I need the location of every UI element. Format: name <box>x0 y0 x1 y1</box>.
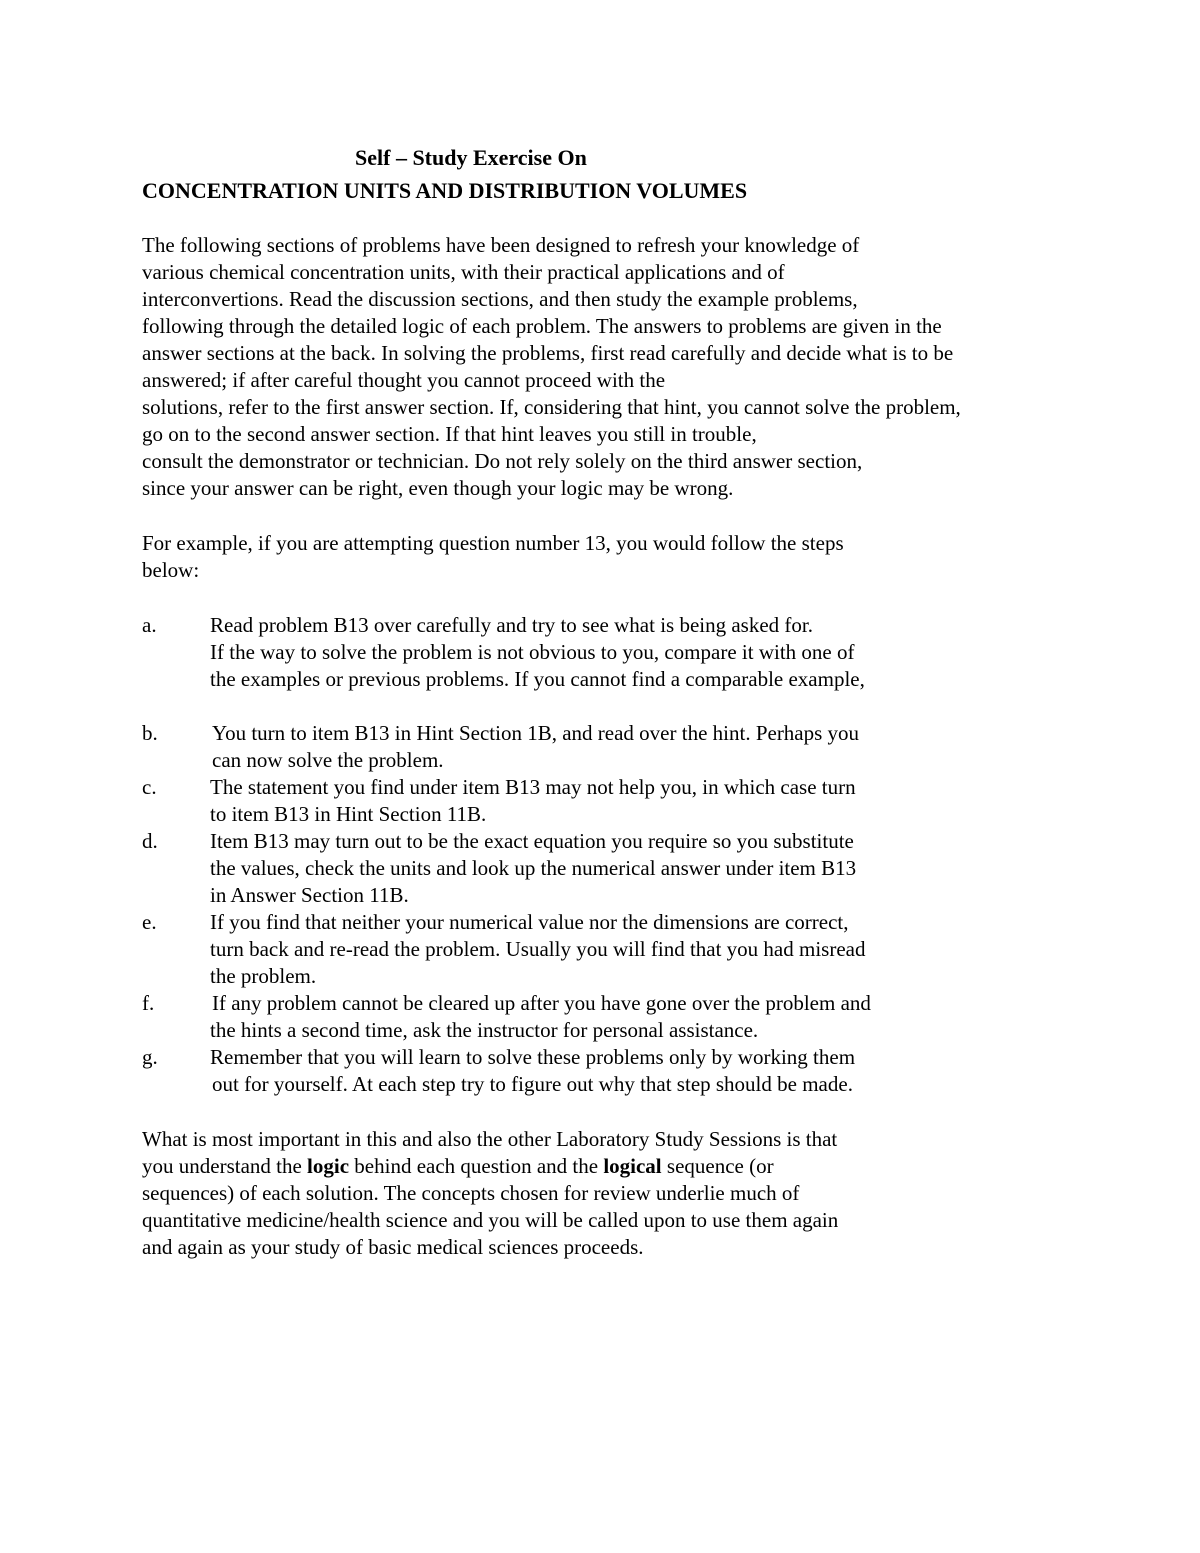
example-line: below: <box>142 558 200 582</box>
closing-line: quantitative medicine/health science and you will be called upon to use them again <box>142 1208 839 1232</box>
heading-line-1: Self – Study Exercise On <box>355 145 587 170</box>
step-line: The statement you find under item B13 may not help you, in which case turn <box>210 775 856 799</box>
closing-text: sequence (or <box>661 1154 774 1178</box>
step-line: in Answer Section 11B. <box>210 883 409 907</box>
step-label: b. <box>142 721 158 745</box>
heading-line-2: CONCENTRATION UNITS AND DISTRIBUTION VOLUMES <box>142 178 748 203</box>
step-line: Read problem B13 over carefully and try to see what is being asked for. <box>210 613 813 637</box>
step-label: d. <box>142 829 158 853</box>
step-label: e. <box>142 910 157 934</box>
closing-line <box>142 1153 774 1180</box>
step-line: If any problem cannot be cleared up after you have gone over the problem and <box>212 991 871 1015</box>
intro-line: various chemical concentration units, with their practical applications and of <box>142 260 785 284</box>
step-line: the hints a second time, ask the instructor for personal assistance. <box>210 1018 759 1042</box>
step-line: out for yourself. At each step try to figure out why that step should be made. <box>212 1072 853 1096</box>
step-line: turn back and re-read the problem. Usually you will find that you had misread <box>210 937 866 961</box>
step-line: the values, check the units and look up the numerical answer under item B13 <box>210 856 857 880</box>
intro-line: since your answer can be right, even though your logic may be wrong. <box>142 476 734 500</box>
intro-line: answered; if after careful thought you cannot proceed with the <box>142 368 666 392</box>
step-line: the problem. <box>210 964 317 988</box>
intro-line: solutions, refer to the first answer section. If, considering that hint, you cannot solve the problem, <box>142 395 961 419</box>
step-label: a. <box>142 613 157 637</box>
intro-line: following through the detailed logic of each problem. The answers to problems are given in the <box>142 314 942 338</box>
intro-line: answer sections at the back. In solving the problems, first read carefully and decide what is to be <box>142 341 954 365</box>
step-line: If the way to solve the problem is not obvious to you, compare it with one of <box>210 640 855 664</box>
step-line: Item B13 may turn out to be the exact equation you require so you substitute <box>210 829 854 853</box>
closing-text: you understand the <box>142 1154 308 1178</box>
step-line: the examples or previous problems. If you cannot find a comparable example, <box>210 667 865 691</box>
step-label: g. <box>142 1045 158 1069</box>
logic-emphasis: logic <box>307 1154 350 1178</box>
step-line: can now solve the problem. <box>212 748 444 772</box>
closing-line: and again as your study of basic medical sciences proceeds. <box>142 1235 644 1259</box>
closing-text: behind each question and the <box>349 1154 604 1178</box>
step-line: to item B13 in Hint Section 11B. <box>210 802 487 826</box>
example-line: For example, if you are attempting question number 13, you would follow the steps <box>142 531 844 555</box>
intro-line: go on to the second answer section. If that hint leaves you still in trouble, <box>142 422 757 446</box>
closing-line: What is most important in this and also the other Laboratory Study Sessions is that <box>142 1127 838 1151</box>
step-line: You turn to item B13 in Hint Section 1B, and read over the hint. Perhaps you <box>212 721 860 745</box>
step-label: c. <box>142 775 157 799</box>
intro-line: The following sections of problems have been designed to refresh your knowledge of <box>142 233 860 257</box>
closing-line: sequences) of each solution. The concepts chosen for review underlie much of <box>142 1181 800 1205</box>
intro-line: consult the demonstrator or technician. Do not rely solely on the third answer section, <box>142 449 863 473</box>
step-line: Remember that you will learn to solve these problems only by working them <box>210 1045 856 1069</box>
intro-line: interconvertions. Read the discussion sections, and then study the example problems, <box>142 287 858 311</box>
step-label: f. <box>142 991 155 1015</box>
logical-emphasis: logical <box>603 1154 662 1178</box>
step-line: If you find that neither your numerical value nor the dimensions are correct, <box>210 910 849 934</box>
